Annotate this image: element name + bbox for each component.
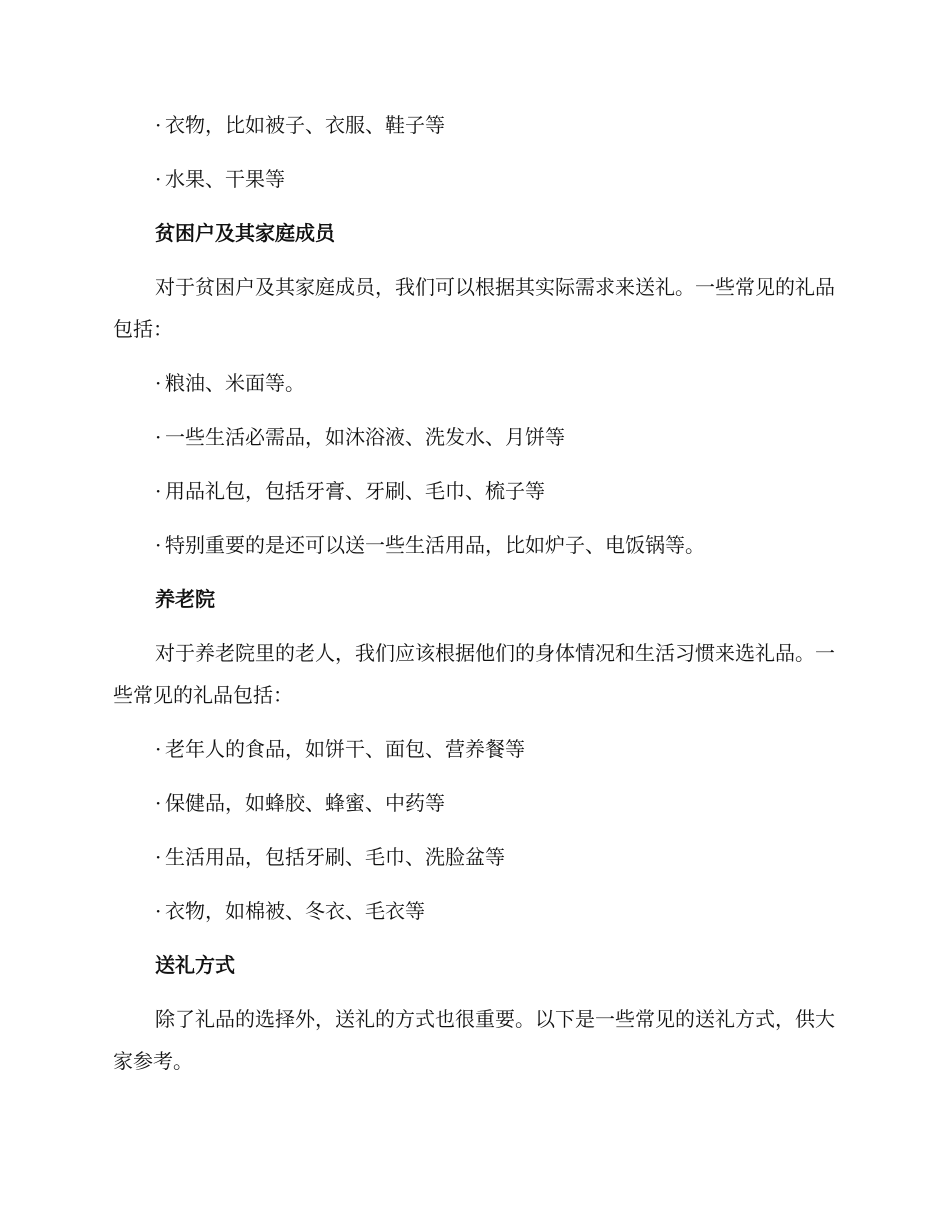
document-content	[113, 104, 835, 1094]
list-item-text: 衣物，比如被子、衣服、鞋子等	[165, 113, 445, 137]
bullet-dot: ·	[155, 899, 162, 923]
bullet-dot: ·	[155, 371, 162, 395]
list-item	[113, 890, 835, 932]
section-paragraph: 对于贫困户及其家庭成员，我们可以根据其实际需求来送礼。一些常见的礼品包括：	[113, 275, 835, 341]
list-item-text: 水果、干果等	[165, 167, 285, 191]
list-item	[113, 728, 835, 770]
bullet-dot: ·	[155, 479, 162, 503]
section-paragraph: 对于养老院里的老人，我们应该根据他们的身体情况和生活习惯来选礼品。一些常见的礼品包括：	[113, 641, 835, 707]
section-heading-nursing-home: 养老院	[155, 587, 215, 611]
section-heading-poor-households: 贫困户及其家庭成员	[155, 221, 335, 245]
list-item-text: 特别重要的是还可以送一些生活用品，比如炉子、电饭锅等。	[165, 533, 705, 557]
bullet-dot: ·	[155, 845, 162, 869]
list-item	[113, 104, 835, 146]
list-item-text: 保健品，如蜂胶、蜂蜜、中药等	[165, 791, 445, 815]
list-item-text: 一些生活必需品，如沐浴液、洗发水、月饼等	[165, 425, 565, 449]
section-paragraph: 除了礼品的选择外，送礼的方式也很重要。以下是一些常见的送礼方式，供大家参考。	[113, 1007, 835, 1073]
list-item	[113, 362, 835, 404]
list-item	[113, 416, 835, 458]
list-item	[113, 524, 835, 566]
list-item	[113, 470, 835, 512]
bullet-dot: ·	[155, 737, 162, 761]
list-item-text: 老年人的食品，如饼干、面包、营养餐等	[165, 737, 525, 761]
list-item-text: 用品礼包，包括牙膏、牙刷、毛巾、梳子等	[165, 479, 545, 503]
list-item	[113, 836, 835, 878]
list-item	[113, 158, 835, 200]
bullet-dot: ·	[155, 791, 162, 815]
list-item-text: 生活用品，包括牙刷、毛巾、洗脸盆等	[165, 845, 505, 869]
list-item	[113, 782, 835, 824]
bullet-dot: ·	[155, 533, 162, 557]
bullet-dot: ·	[155, 425, 162, 449]
bullet-dot: ·	[155, 167, 162, 191]
section-heading-gift-methods: 送礼方式	[155, 953, 235, 977]
bullet-dot: ·	[155, 113, 162, 137]
list-item-text: 粮油、米面等。	[165, 371, 305, 395]
list-item-text: 衣物，如棉被、冬衣、毛衣等	[165, 899, 425, 923]
